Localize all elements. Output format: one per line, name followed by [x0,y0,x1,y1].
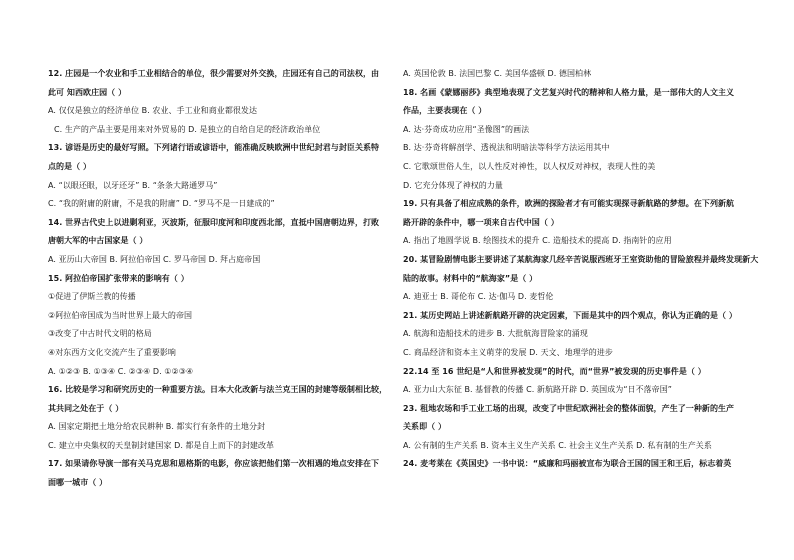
answer-options: C. 生产的产品主要是用来对外贸易的 D. 是独立的自给自足的经济政治单位 [54,124,321,134]
question-continuation: 面哪一城市（ ） [48,478,108,488]
statement-item: ②阿拉伯帝国成为当时世界上最大的帝国 [48,310,193,320]
answer-options: A. 英国伦敦 B. 法国巴黎 C. 美国华盛顿 D. 德国柏林 [403,69,592,78]
question-continuation: 陆的故事。材料中的“航海家”是（ ） [403,273,538,283]
answer-options: C. 它歌颂世俗人生，以人性反对神性，以人权反对神权，表现人性的美 [403,161,656,171]
question-continuation: 关系即（ ） [403,422,447,432]
answer-options: A. “以眼还眼，以牙还牙” B. “条条大路通罗马” [48,180,218,190]
answer-options: A. 国家定期把土地分给农民耕种 B. 都实行有条件的土地分封 [48,422,266,432]
question-line: 15. 阿拉伯帝国扩张带来的影响有（ ） [48,273,189,283]
question-line: 16. 比较是学习和研究历史的一种重要方法。日本大化改新与法兰克王国的封建等级制相比较， [48,385,388,395]
answer-options: D. 它充分体现了神权的力量 [403,180,503,190]
answer-options: B. 达·芬奇将解剖学、透视法和明暗法等科学方法运用其中 [403,143,610,153]
answer-options: C. 建立中央集权的天皇制封建国家 D. 都是自上而下的封建改革 [48,440,275,450]
answer-options: A. 仅仅是独立的经济单位 B. 农业、手工业和商业都很发达 [48,106,258,116]
answer-options: A. 公有制的生产关系 B. 资本主义生产关系 C. 社会主义生产关系 D. 私有制的生产关系 [403,440,712,450]
answer-options: A. ①②③ B. ①③④ C. ②③④ D. ①②③④ [48,366,194,376]
question-continuation: 此可 知西欧庄园（ ） [48,87,127,97]
answer-options: A. 达·芬奇成功应用“圣像图”的画法 [403,124,530,134]
question-line: 23. 租地农场和手工业工场的出现，改变了中世纪欧洲社会的整体面貌，产生了一种新的生产 [403,403,735,413]
statement-item: ③改变了中古时代文明的格局 [48,329,152,339]
answer-options: A. 迪亚士 B. 哥伦布 C. 达·伽马 D. 麦哲伦 [403,292,554,302]
answer-options: A. 亚力山大东征 B. 基督教的传播 C. 新航路开辟 D. 英国成为“日不落帝国” [403,385,672,395]
answer-options: A. 航海和造船技术的进步 B. 大批航海冒险家的涌现 [403,329,588,339]
question-continuation: 点的是（ ） [48,161,92,171]
question-continuation: 其共同之处在于（ ） [48,403,124,413]
question-line: 18. 名画《蒙娜丽莎》典型地表现了文艺复兴时代的精神和人格力量，是一部伟大的人文主义 [403,87,735,97]
answer-options: A. 指出了地圆学说 B. 绘图技术的提升 C. 造船技术的提高 D. 指南针的应用 [403,236,672,246]
question-line: 24. 麦考莱在《英国史》一书中说：“威廉和玛丽被宣布为联合王国的国王和王后，标志着英 [403,459,732,469]
question-line: 14. 世界古代史上以进剿利亚，灭波斯，征服印度河和印度西北部，直抵中国唐朝边界，打败 [48,217,380,227]
question-line: 13. 谚语是历史的最好写照。下列诸行语或谚语中，能准确反映欧洲中世纪封君与封臣关系特 [48,143,380,153]
question-line: 17. 如果请你导演一部有关马克思和恩格斯的电影，你应该把他们第一次相遇的地点安排在下 [48,459,380,469]
question-line: 22.14 至 16 世纪是“人和世界被发现”的时代，而“世界”被发现的历史事件是（ ） [403,366,706,376]
answer-options: C. 商品经济和资本主义萌芽的发展 D. 天文、地理学的进步 [403,347,613,357]
statement-item: ④对东西方文化交流产生了重要影响 [48,347,176,357]
question-line: 20. 某冒险剧情电影主要讲述了某航海家几经辛苦说服西班牙王室资助他的冒险旅程并最终发现新大 [403,254,759,264]
question-continuation: 路开辟的条件中，哪一项来自古代中国（ ） [403,217,559,227]
left-column [48,68,400,496]
right-column [403,68,759,477]
question-line: 21. 某历史网站上讲述新航路开辟的决定因素，下面是其中的四个观点，你认为正确的是（ ） [403,310,737,320]
answer-options: A. 亚历山大帝国 B. 阿拉伯帝国 C. 罗马帝国 D. 拜占庭帝国 [48,254,261,264]
question-continuation: 唐朝大军的中古国家是（ ） [48,236,148,246]
question-continuation: 作品，主要表现在（ ） [403,106,487,116]
question-line: 19. 只有具备了相应成熟的条件，欧洲的探险者才有可能实现探寻新航路的梦想。在下列新航 [403,199,735,209]
question-line: 12. 庄园是一个农业和手工业相结合的单位，很少需要对外交换，庄园还有自己的司法权，由 [48,69,380,78]
statement-item: ①促进了伊斯兰教的传播 [48,292,136,302]
answer-options: C. “我的附庸的附庸，不是我的附庸” D. “罗马不是一日建成的” [48,199,275,209]
